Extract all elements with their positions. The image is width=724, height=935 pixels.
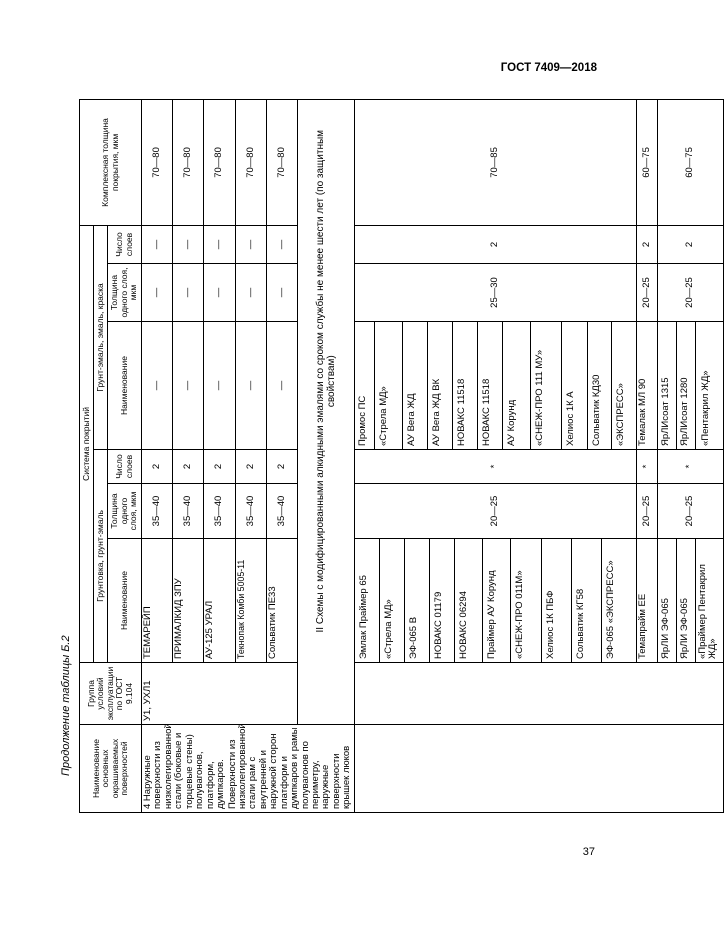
primer-layers: 2	[142, 450, 173, 484]
enamel-list	[354, 322, 636, 450]
surface-empty-cell	[354, 725, 723, 813]
enamel-name: АУ Вега ЖД ВК	[428, 322, 453, 449]
enamel-thickness: —	[173, 264, 204, 322]
enamel-layers: 2	[354, 225, 636, 263]
primer-name: ТЕМАРЕЙП	[142, 539, 173, 663]
table-row	[354, 99, 636, 812]
section-title: II Схемы с модифицированными алкидными эмалями со сроком службы не менее шести лет (по защитным свойствам)	[298, 99, 355, 662]
total-thickness: 70—80	[266, 99, 297, 225]
enamel-name: —	[266, 322, 297, 450]
total-thickness: 70—80	[235, 99, 266, 225]
section-title-row	[298, 99, 355, 812]
primer-thickness: 20—25	[657, 484, 723, 539]
surface-text: 4 Наружные поверхности из низколегированной стали (боковые и торцевые стены) полувагонов, платформ, думпкаров.	[142, 723, 227, 809]
enamel-name: —	[204, 322, 235, 450]
header-total: Комплексная толщина покрытия, мкм	[80, 99, 142, 225]
primer-name: ЯрЛИ ЭФ-065	[677, 539, 696, 662]
enamel-thickness: —	[235, 264, 266, 322]
enamel-thickness: —	[266, 264, 297, 322]
header-enamel-layers: Число слоев	[108, 225, 142, 263]
primer-thickness: 35—40	[235, 484, 266, 539]
enamel-layers: 2	[657, 225, 723, 263]
header-enamel-thickness: Толщина одного слоя, мкм	[108, 264, 142, 322]
primer-name: Хелиос 1К ПБФ	[542, 539, 572, 662]
primer-list	[354, 539, 636, 663]
enamel-layers: —	[204, 225, 235, 263]
total-thickness: 70—85	[354, 99, 636, 225]
primer-name: Темапрайм ЕЕ	[636, 539, 657, 663]
table-row	[142, 99, 173, 812]
enamel-thickness: —	[204, 264, 235, 322]
enamel-name: ЯрЛИсоат 1280	[677, 322, 696, 449]
page-number: 37	[582, 846, 595, 858]
enamel-list	[657, 322, 723, 450]
enamel-name: АУ Корунд	[503, 322, 531, 449]
enamel-layers: —	[142, 225, 173, 263]
table-caption: Продолжение таблицы Б.2	[60, 635, 72, 776]
total-thickness: 70—80	[173, 99, 204, 225]
primer-thickness: 35—40	[204, 484, 235, 539]
enamel-layers: —	[235, 225, 266, 263]
enamel-name: НОВАКС 11518	[453, 322, 478, 449]
enamel-layers: 2	[636, 225, 657, 263]
header-enamel: Грунт-эмаль, эмаль, краска	[94, 225, 108, 449]
primer-thickness: 20—25	[354, 484, 636, 539]
primer-layers: 2	[173, 450, 204, 484]
surface-cell-1	[142, 725, 355, 813]
group-empty-cell	[354, 663, 723, 725]
primer-layers: 2	[204, 450, 235, 484]
primer-thickness: 35—40	[173, 484, 204, 539]
enamel-name: «Стрела МД»	[375, 322, 403, 449]
primer-name: «Праймер Пентакрил ЖД»	[696, 564, 719, 659]
enamel-name: «СНЕЖ-ПРО 111 МУ»	[531, 322, 562, 449]
primer-layers: 2	[235, 450, 266, 484]
group-cell: У1, УХЛ1	[142, 663, 298, 725]
enamel-thickness: 20—25	[657, 264, 723, 322]
header-system: Система покрытий	[80, 225, 94, 662]
coating-systems-table	[79, 99, 724, 813]
primer-name: АУ-125 УРАЛ	[204, 539, 235, 663]
primer-name: Текнопак Комби 5005-11	[235, 539, 266, 663]
total-thickness: 70—80	[204, 99, 235, 225]
enamel-layers: —	[266, 225, 297, 263]
primer-list	[657, 539, 723, 663]
primer-name: Эмлак Праймер 65	[355, 539, 380, 662]
header-group: Группа условий эксплуатации по ГОСТ 9.104	[80, 663, 142, 725]
enamel-name: Промос ПС	[355, 322, 375, 449]
primer-name: Сольватик КГ58	[572, 539, 602, 662]
primer-name: ПРИМАЛКИД ЗПУ	[173, 539, 204, 663]
primer-thickness: 35—40	[266, 484, 297, 539]
total-thickness: 60—75	[657, 99, 723, 225]
total-thickness: 70—80	[142, 99, 173, 225]
primer-layers: 2	[266, 450, 297, 484]
header-primer-thickness: Толщина одного слоя, мкм	[108, 484, 142, 539]
enamel-thickness: 25—30	[354, 264, 636, 322]
enamel-name: Темалак МЛ 90	[636, 322, 657, 450]
primer-name: Праймер АУ Корунд	[483, 539, 511, 662]
primer-layers: *	[354, 450, 636, 484]
header-primer-layers: Число слоев	[108, 450, 142, 484]
enamel-thickness: 20—25	[636, 264, 657, 322]
total-thickness: 60—75	[636, 99, 657, 225]
header-enamel-name: Наименование	[108, 322, 142, 450]
primer-layers: *	[636, 450, 657, 484]
enamel-name: —	[235, 322, 266, 450]
enamel-name: НОВАКС 11518	[478, 322, 503, 449]
primer-name: «СНЕЖ-ПРО 011М»	[511, 539, 542, 662]
surface-text-2: Поверхности из низколегированной стали рам с внутренней и наружной сторон платформ и думпкаров и рамы полувагонов по периметру, наружные поверхности крышек люков	[226, 723, 353, 809]
enamel-name: —	[173, 322, 204, 450]
header-primer: Грунтовка, грунт-эмаль	[94, 450, 108, 663]
primer-name: Сольватик ПЕ33	[266, 539, 297, 663]
header-primer-name: Наименование	[108, 539, 142, 663]
enamel-name: Сольватик КД30	[588, 322, 612, 449]
primer-thickness: 20—25	[636, 484, 657, 539]
enamel-name: «ЭКСПРЕСС»	[614, 383, 626, 446]
enamel-name: ЯрЛИсоат 1315	[658, 322, 677, 449]
primer-name: ЭФ-065 «ЭКСПРЕСС»	[604, 560, 616, 659]
primer-name: НОВАКС 01179	[430, 539, 455, 662]
primer-thickness: 35—40	[142, 484, 173, 539]
enamel-name: «Пентакрил ЖД»	[699, 370, 711, 446]
primer-name: «Стрела МД»	[380, 539, 405, 662]
primer-name: НОВАКС 06294	[455, 539, 483, 662]
enamel-thickness: —	[142, 264, 173, 322]
enamel-name: Хелиос 1К А	[562, 322, 588, 449]
header-surface: Наименование основных окрашиваемых поверхностей	[80, 725, 142, 813]
enamel-layers: —	[173, 225, 204, 263]
rotated-table-area	[79, 100, 719, 813]
primer-name: ЯрЛИ ЭФ-065	[658, 539, 677, 662]
enamel-name: —	[142, 322, 173, 450]
primer-name: ЭФ-065 В	[405, 539, 430, 662]
empty-cell	[298, 663, 355, 725]
enamel-name: АУ Вега ЖД	[403, 322, 428, 449]
document-code: ГОСТ 7409—2018	[500, 62, 597, 74]
primer-layers: *	[657, 450, 723, 484]
